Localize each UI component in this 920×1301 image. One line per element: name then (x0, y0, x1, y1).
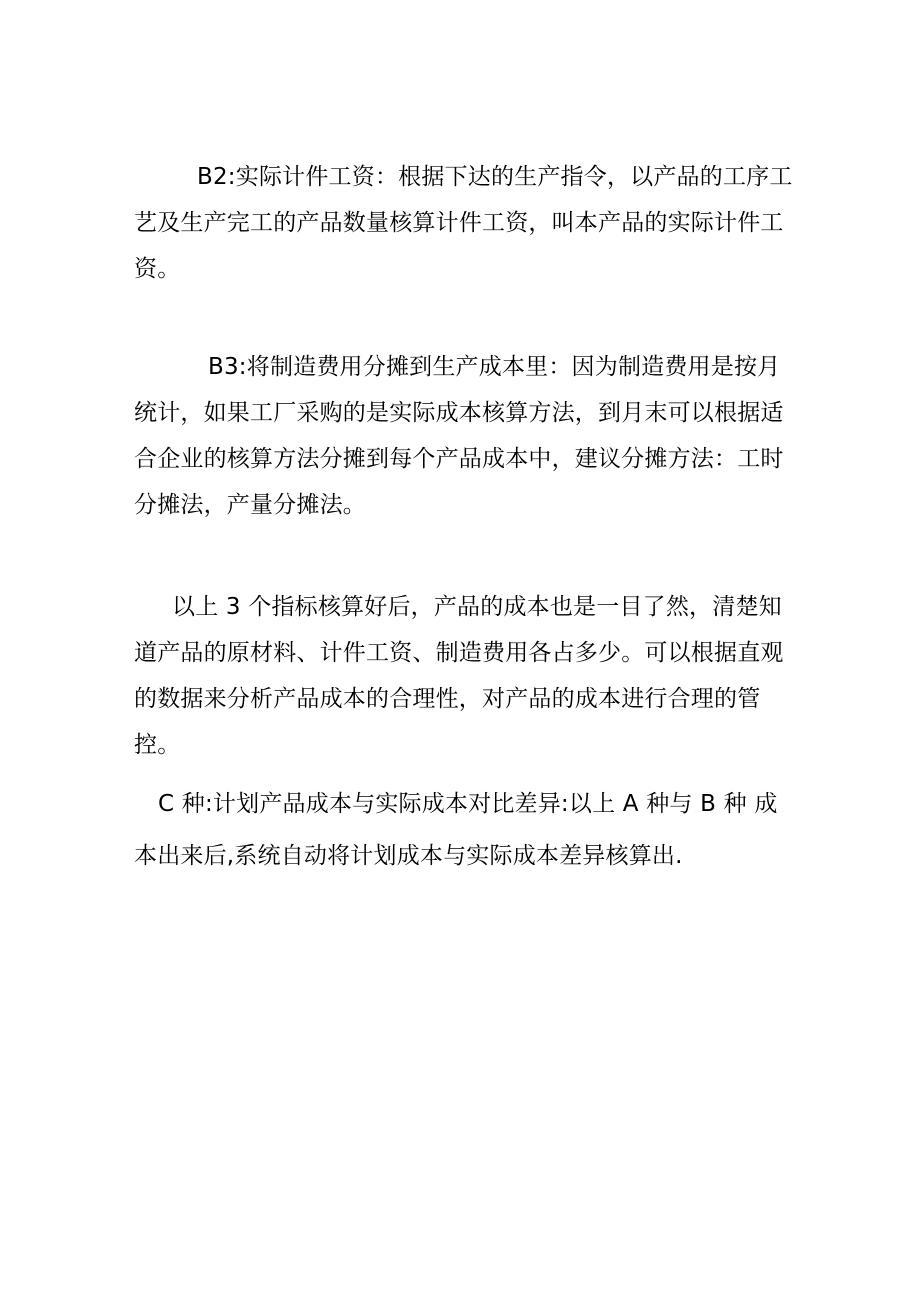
paragraph-c-variance: C 种:计划产品成本与实际成本对比差异:以上 A 种与 B 种 成本出来后,系统自动将计划成本与实际成本差异核算出. (134, 791, 778, 869)
paragraph-cost-summary: 以上 3 个指标核算好后，产品的成本也是一目了然，清楚知道产品的原材料、计件工资、制造费用各占多少。可以根据直观的数据来分析产品成本的合理性，对产品的成本进行合理的管控。 (134, 594, 784, 758)
paragraph-b3-overhead-allocation: B3:将制造费用分摊到生产成本里：因为制造费用是按月统计，如果工厂采购的是实际成本核算方法，到月末可以根据适合企业的核算方法分摊到每个产品成本中，建议分摊方法：工时分摊法，产量分摊法。 (134, 354, 784, 518)
paragraph-b2-piecework-wage: B2:实际计件工资：根据下达的生产指令，以产品的工序工艺及生产完工的产品数量核算计件工资，叫本产品的实际计件工资。 (134, 164, 793, 282)
